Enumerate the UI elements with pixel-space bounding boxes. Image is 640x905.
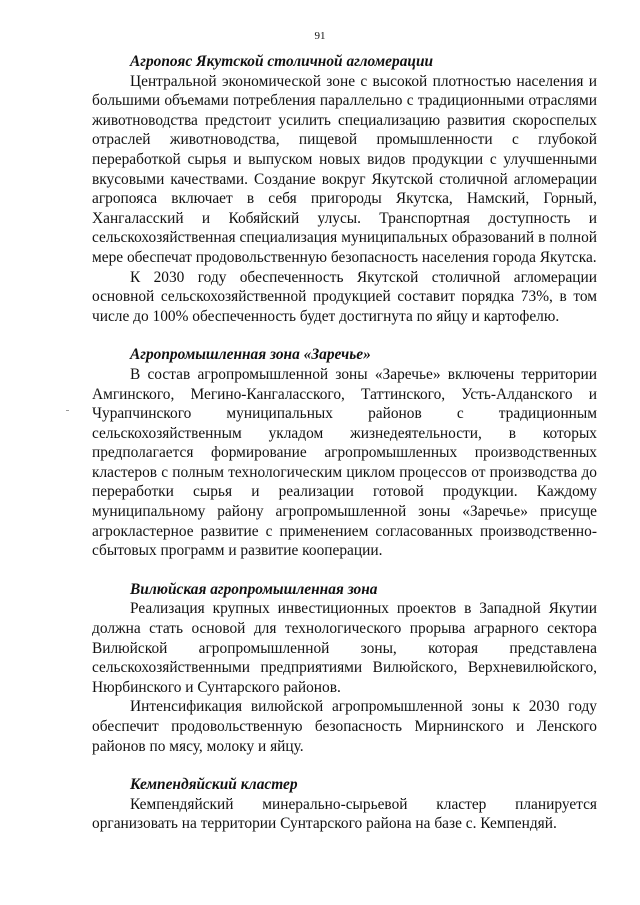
margin-mark [66, 410, 69, 411]
paragraph: Кемпендяйский минерально-сырьевой кластер планируется организовать на территории Сунтарского района на базе с. Кемпендяй. [92, 795, 597, 833]
section-kempendyay-cluster [92, 775, 597, 834]
section-zarechye-zone [92, 345, 597, 561]
paragraph: Интенсификация вилюйской агропромышленной зоны к 2030 году обеспечит продовольственную безопасность Мирнинского и Ленского районов по мясу, молоку и яйцу. [92, 698, 597, 755]
section-vilyuy-zone [92, 580, 597, 756]
section-heading: Агропромышленная зона «Заречье» [130, 346, 371, 364]
paragraph: В состав агропромышленной зоны «Заречье» включены территории Амгинского, Мегино-Кангаласского, Таттинского, Усть-Алданского и Чурапчинского муниципальных районов с традиционным сельскохозяйственным укладом жизнедеятельности, в которых предполагается формирование агропромышленных производственных кластеров с полным технологическим циклом процессов от производства до переработки сырья и реализации готовой продукции. Каждому муниципальному району агропромышленной зоны «Заречье» присуще агрокластерное развитие с применением согласованных производственно-сбытовых программ и развитие кооперации. [92, 365, 597, 560]
paragraph: К 2030 году обеспеченность Якутской столичной агломерации основной сельскохозяйственной продукцией составит порядка 73%, в том числе до 100% обеспеченность будет достигнута по яйцу и картофелю. [92, 268, 597, 325]
document-body [92, 52, 597, 834]
paragraph: Реализация крупных инвестиционных проектов в Западной Якутии должна стать основой для технологического прорыва аграрного сектора Вилюйской агропромышленной зоны, которая представлена сельскохозяйственными предприятиями Вилюйского, Верхневилюйского, Нюрбинского и Сунтарского районов. [92, 600, 597, 696]
section-agrobelt-yakutsk [92, 52, 597, 326]
section-heading: Вилюйская агропромышленная зона [130, 580, 378, 598]
paragraph: Центральной экономической зоне с высокой плотностью населения и большими объемами потребления параллельно с традиционными отраслями животноводства предстоит усилить специализацию развития скороспелых отраслей животноводства, пищевой промышленности с глубокой переработкой сырья и выпуском новых видов продукции с улучшенными вкусовыми качествами. Создание вокруг Якутской столичной агломерации агропояса включает в себя пригороды Якутска, Намский, Горный, Хангаласский и Кобяйский улусы. Транспортная доступность и сельскохозяйственная специализация муниципальных образований в полной мере обеспечат продовольственную безопасность населения города Якутска. [92, 72, 597, 266]
page-number: 91 [314, 30, 326, 42]
section-heading: Агропояс Якутской столичной агломерации [130, 53, 434, 70]
section-heading: Кемпендяйский кластер [130, 776, 298, 794]
